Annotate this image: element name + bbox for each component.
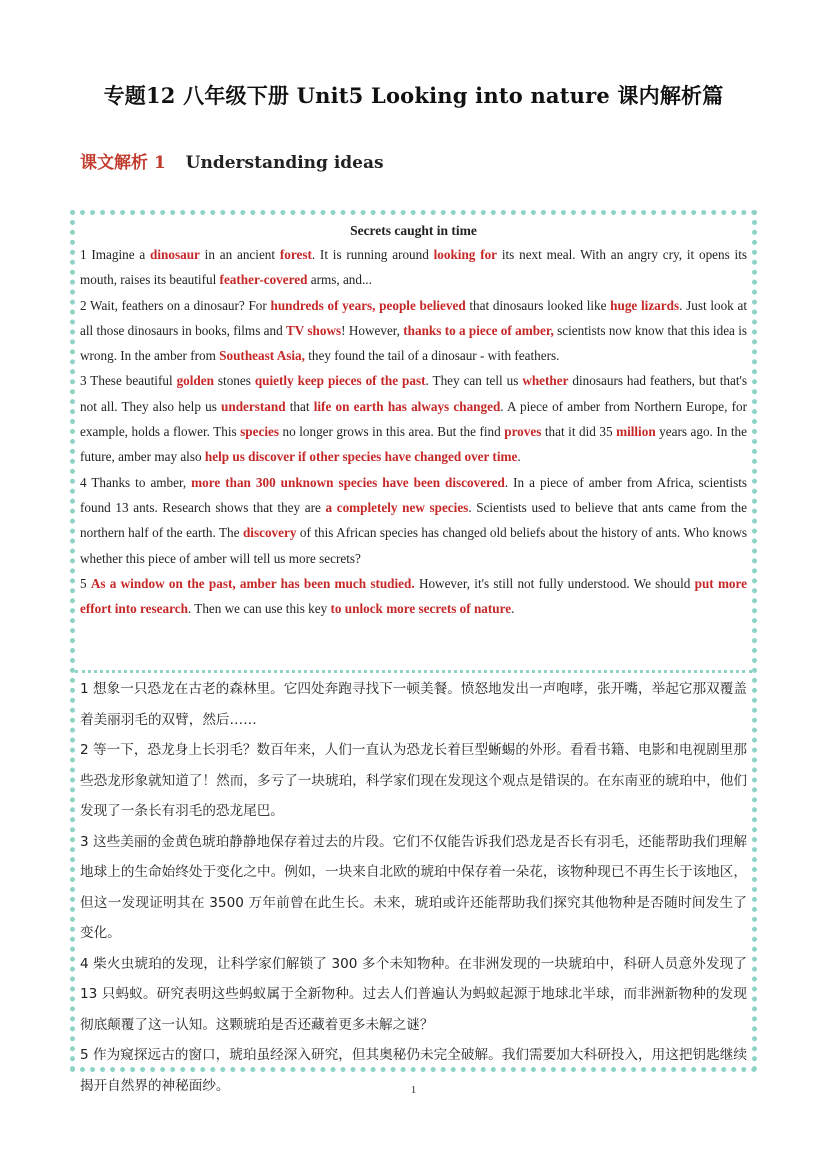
paragraph-4: 4 Thanks to amber, more than 300 unknown species have been discovered. In a piece of amber from Africa, scientists found 13 ants. Research shows that they are a completely new species. Scientists used to believe that ants came from the northern half of the earth. The discovery of this African species has changed old beliefs about the history of ants. Who knows whether this piece of amber will tell us more secrets?	[80, 474, 747, 566]
translation-paragraph-5: 5 作为窥探远古的窗口，琥珀虽经深入研究，但其奥秘仍未完全破解。我们需要加大科研投入，用这把钥匙继续揭开自然界的神秘面纱。	[80, 1047, 747, 1094]
translation-paragraph-1: 1 想象一只恐龙在古老的森林里。它四处奔跑寻找下一顿美餐。愤怒地发出一声咆哮，张开嘴，举起它那双覆盖着美丽羽毛的双臂，然后……	[80, 681, 747, 728]
section-divider	[75, 670, 752, 673]
paragraph-2: 2 Wait, feathers on a dinosaur? For hundreds of years, people believed that dinosaurs looked like huge lizards. Just look at all those dinosaurs in books, films and TV shows! However, thanks to a piece of amber, scientists now know that this idea is wrong. In the amber from Southeast Asia, they found the tail of a dinosaur - with feathers.	[80, 297, 748, 364]
reading-box	[70, 210, 757, 1094]
page-number: 1	[410, 1084, 417, 1096]
chinese-translation	[80, 674, 747, 1101]
paragraph-1: 1 Imagine a dinosaur in an ancient forest. It is running around looking for its next meal. With an angry cry, it opens its mouth, raises its beautiful feather-covered arms, and...	[80, 247, 748, 288]
translation-paragraph-2: 2 等一下，恐龙身上长羽毛？数百年来，人们一直认为恐龙长着巨型蜥蜴的外形。看看书籍、电影和电视剧里那些恐龙形象就知道了！然而，多亏了一块琥珀，科学家们现在发现这个观点是错误的。在东南亚的琥珀中，他们发现了一条长有羽毛的恐龙尾巴。	[80, 742, 747, 819]
page-title: 专题12 八年级下册 Unit5 Looking into nature 课内解析篇	[103, 83, 724, 108]
reading-title: Secrets caught in time	[350, 223, 477, 238]
paragraph-3: 3 These beautiful golden stones quietly keep pieces of the past. They can tell us whether dinosaurs had feathers, but that's not all. They also help us understand that life on earth has always changed. A piece of amber from Northern Europe, for example, holds a flower. This species no longer grows in this area. But the find proves that it did 35 million years ago. In the future, amber may also help us discover if other species have changed over time.	[80, 373, 747, 465]
translation-paragraph-4: 4 柴火虫琥珀的发现，让科学家们解锁了 300 多个未知物种。在非洲发现的一块琥珀中，科研人员意外发现了 13 只蚂蚁。研究表明这些蚂蚁属于全新物种。过去人们普遍认为蚂蚁起源于地球北半球，而非洲新物种的发现彻底颠覆了这一认知。这颗琥珀是否还藏着更多未解之谜？	[80, 955, 747, 1033]
section-label: 课文解析 1	[80, 153, 166, 173]
english-passage	[80, 220, 747, 621]
paragraph-5: 5 As a window on the past, amber has been much studied. However, it's still not fully understood. We should put more effort into research. Then we can use this key to unlock more secrets of nature.	[80, 575, 747, 617]
section-subtitle: Understanding ideas	[185, 153, 384, 173]
section-heading	[80, 148, 384, 173]
translation-paragraph-3: 3 这些美丽的金黄色琥珀静静地保存着过去的片段。它们不仅能告诉我们恐龙是否长有羽毛，还能帮助我们理解地球上的生命始终处于变化之中。例如，一块来自北欧的琥珀中保存着一朵花，该物种现已不再生长于该地区，但这一发现证明其在 3500 万年前曾在此生长。未来，琥珀或许还能帮助我们探究其他物种是否随时间发生了变化。	[80, 833, 747, 941]
